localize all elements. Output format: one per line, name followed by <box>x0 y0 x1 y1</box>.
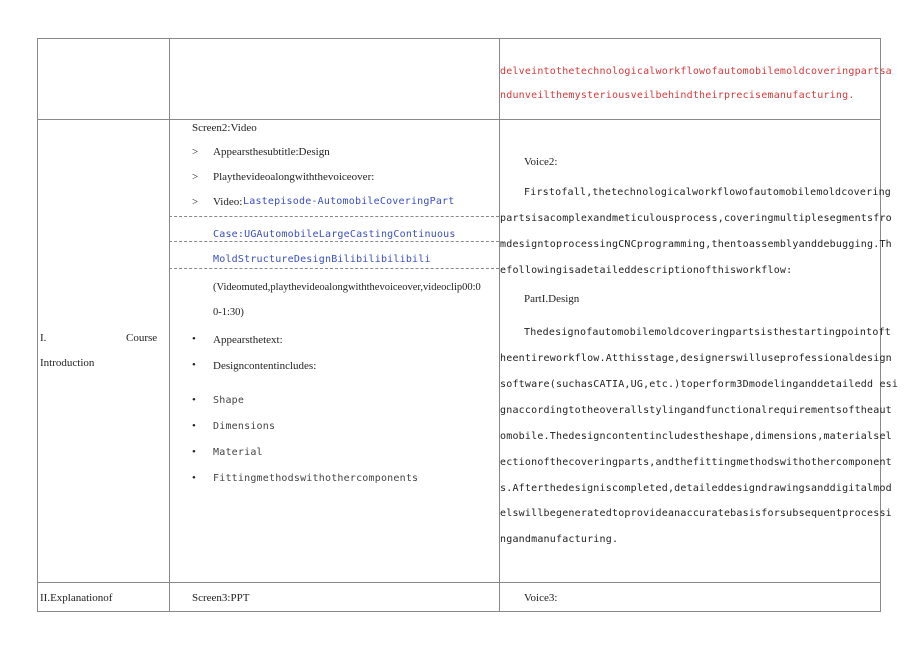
video-note-line-1: (Videomuted,playthevideoalongwiththevoiceover,videoclip00:0 <box>213 282 481 293</box>
bullet-dot: • <box>192 333 196 345</box>
voice-para2-line-1: Thedesignofautomobilemoldcoveringpartsisthestartingpointoft <box>524 327 892 338</box>
section-title-introduction: Introduction <box>40 357 95 369</box>
design-item-fitting: Fittingmethodswithothercomponents <box>213 473 419 484</box>
section-word-course: Course <box>126 332 158 344</box>
screen-title: Screen2:Video <box>192 122 257 134</box>
design-item-material: Material <box>213 447 263 458</box>
subcell-divider-3 <box>169 268 499 269</box>
video-link-line-2[interactable]: Case:UGAutomobileLargeCastingContinuous <box>213 229 456 240</box>
document-table <box>37 38 881 612</box>
list-item-play-video: Playthevideoalongwiththevoiceover: <box>213 171 375 183</box>
row-divider-2 <box>38 582 880 583</box>
video-label: Video: <box>213 196 243 208</box>
voice-para2-line-2: heentireworkflow.Atthisstage,designerswilluseprofessionaldesign <box>500 353 892 364</box>
bullet-dot: • <box>192 359 196 371</box>
row-divider-1 <box>38 119 880 120</box>
list-marker: > <box>192 196 199 208</box>
col-divider-1 <box>169 39 170 611</box>
subcell-divider-1 <box>169 216 499 217</box>
col-divider-2 <box>499 39 500 611</box>
voice-para2-line-7: s.Afterthedesigniscompleted,detaileddesigndrawingsanddigitalmod <box>500 483 892 494</box>
voice-para1-line-4: efollowingisadetaileddescriptionofthisworkflow: <box>500 265 793 276</box>
bullet-dot: • <box>192 446 196 458</box>
video-note-line-2: 0-1:30) <box>213 307 244 318</box>
voice-para1-line-3: mdesigntoprocessingCNCprogramming,thentoassemblyanddebugging.Th <box>500 239 892 250</box>
part-title: PartI.Design <box>524 293 580 305</box>
bullet-appears-text: Appearsthetext: <box>213 334 283 346</box>
voice-title: Voice2: <box>524 156 558 168</box>
list-marker: > <box>192 171 199 183</box>
intro-text-line-2: ndunveilthemysteriousveilbehindtheirprecisemanufacturing. <box>500 90 855 101</box>
bullet-dot: • <box>192 472 196 484</box>
voice-para2-line-9: ngandmanufacturing. <box>500 534 619 545</box>
voice-para2-line-6: ectionofthecoveringparts,andthefittingmethodswithothercomponent <box>500 457 892 468</box>
section-2-title: II.Explanationof <box>40 592 113 604</box>
design-item-dimensions: Dimensions <box>213 421 276 432</box>
design-item-shape: Shape <box>213 395 245 406</box>
voice-3-title: Voice3: <box>524 592 558 604</box>
bullet-dot: • <box>192 394 196 406</box>
voice-para1-line-2: partsisacomplexandmeticulousprocess,coveringmultiplesegmentsfro <box>500 213 892 224</box>
video-link-line-3[interactable]: MoldStructureDesignBilibilibilibili <box>213 254 431 265</box>
list-item-subtitle: Appearsthesubtitle:Design <box>213 146 330 158</box>
bullet-design-content: Designcontentincludes: <box>213 360 317 372</box>
list-marker: > <box>192 146 199 158</box>
voice-para2-line-5: omobile.Thedesigncontentincludestheshape,dimensions,materialsel <box>500 431 892 442</box>
voice-para2-line-8: elswillbegeneratedtoprovideanaccuratebasisforsubsequentprocessi <box>500 508 892 519</box>
voice-para2-line-4: gnaccordingtotheoverallstylingandfunctionalrequirementsoftheaut <box>500 405 892 416</box>
screen-3-title: Screen3:PPT <box>192 592 250 604</box>
video-link-line-1[interactable]: Lastepisode-AutomobileCoveringPart <box>243 196 455 207</box>
intro-text-line-1: delveintothetechnologicalworkflowofautomobilemoldcoveringpartsa <box>500 66 892 77</box>
voice-para1-line-1: Firstofall,thetechnologicalworkflowofautomobilemoldcovering <box>524 187 892 198</box>
bullet-dot: • <box>192 420 196 432</box>
voice-para2-line-3: software(suchasCATIA,UG,etc.)toperform3Dmodelinganddetailedd esi <box>500 379 899 390</box>
section-number: I. <box>40 332 47 344</box>
